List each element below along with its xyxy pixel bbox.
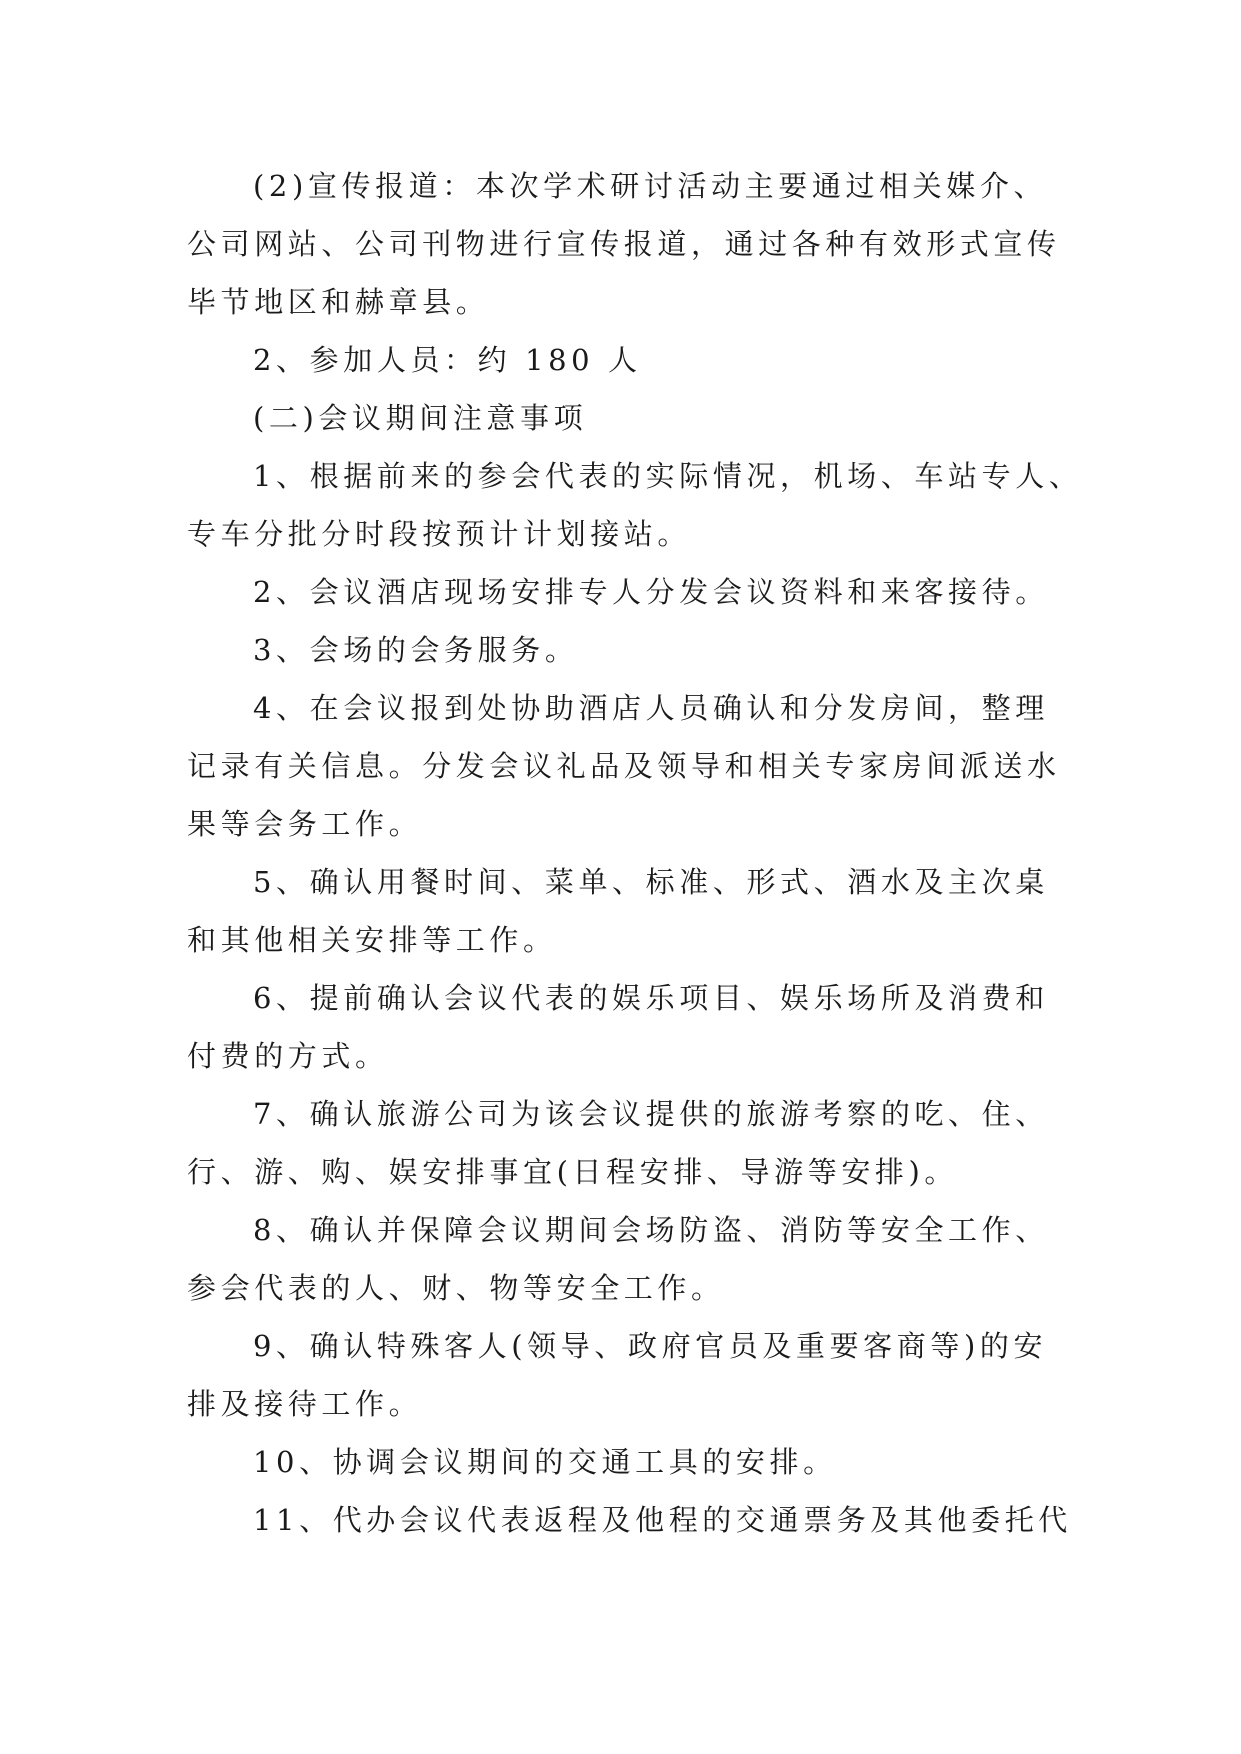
text-line: 专车分批分时段按预计计划接站。 bbox=[187, 517, 692, 551]
paragraph bbox=[187, 331, 1067, 389]
text-line: 4、在会议报到处协助酒店人员确认和分发房间，整理 bbox=[253, 691, 1049, 725]
text-line: 10、协调会议期间的交通工具的安排。 bbox=[253, 1445, 837, 1479]
text-line: 2、会议酒店现场安排专人分发会议资料和来客接待。 bbox=[253, 575, 1049, 609]
text-line: (二)会议期间注意事项 bbox=[253, 401, 588, 435]
paragraph bbox=[187, 621, 1067, 679]
paragraph bbox=[187, 563, 1067, 621]
text-line: 8、确认并保障会议期间会场防盗、消防等安全工作、 bbox=[253, 1213, 1049, 1247]
paragraph bbox=[187, 1317, 1067, 1433]
text-line: 参会代表的人、财、物等安全工作。 bbox=[187, 1271, 725, 1305]
text-line: 果等会务工作。 bbox=[187, 807, 423, 841]
paragraph bbox=[187, 1433, 1067, 1491]
text-line: 5、确认用餐时间、菜单、标准、形式、酒水及主次桌 bbox=[253, 865, 1049, 899]
paragraph bbox=[187, 853, 1067, 969]
paragraph bbox=[187, 157, 1067, 331]
paragraph bbox=[187, 679, 1067, 853]
paragraph bbox=[187, 1201, 1067, 1317]
text-line: 记录有关信息。分发会议礼品及领导和相关专家房间派送水 bbox=[187, 749, 1061, 783]
text-line: 9、确认特殊客人(领导、政府官员及重要客商等)的安 bbox=[253, 1329, 1048, 1363]
text-line: 和其他相关安排等工作。 bbox=[187, 923, 557, 957]
text-line: (2)宣传报道：本次学术研讨活动主要通过相关媒介、 bbox=[253, 169, 1048, 203]
text-line: 6、提前确认会议代表的娱乐项目、娱乐场所及消费和 bbox=[253, 981, 1049, 1015]
paragraph bbox=[187, 389, 1067, 447]
document-body bbox=[187, 157, 1083, 1549]
text-line: 11、代办会议代表返程及他程的交通票务及其他委托代 bbox=[253, 1503, 1072, 1537]
text-line: 公司网站、公司刊物进行宣传报道，通过各种有效形式宣传 bbox=[187, 227, 1061, 261]
paragraph bbox=[187, 969, 1067, 1085]
paragraph bbox=[187, 1491, 1072, 1549]
text-line: 3、会场的会务服务。 bbox=[253, 633, 579, 667]
text-line: 1、根据前来的参会代表的实际情况，机场、车站专人、 bbox=[253, 459, 1083, 493]
paragraph bbox=[187, 447, 1083, 563]
text-line: 2、参加人员：约 180 人 bbox=[253, 343, 642, 377]
text-line: 行、游、购、娱安排事宜(日程安排、导游等安排)。 bbox=[187, 1155, 959, 1189]
text-line: 排及接待工作。 bbox=[187, 1387, 423, 1421]
text-line: 7、确认旅游公司为该会议提供的旅游考察的吃、住、 bbox=[253, 1097, 1049, 1131]
text-line: 毕节地区和赫章县。 bbox=[187, 285, 490, 319]
text-line: 付费的方式。 bbox=[187, 1039, 389, 1073]
paragraph bbox=[187, 1085, 1067, 1201]
